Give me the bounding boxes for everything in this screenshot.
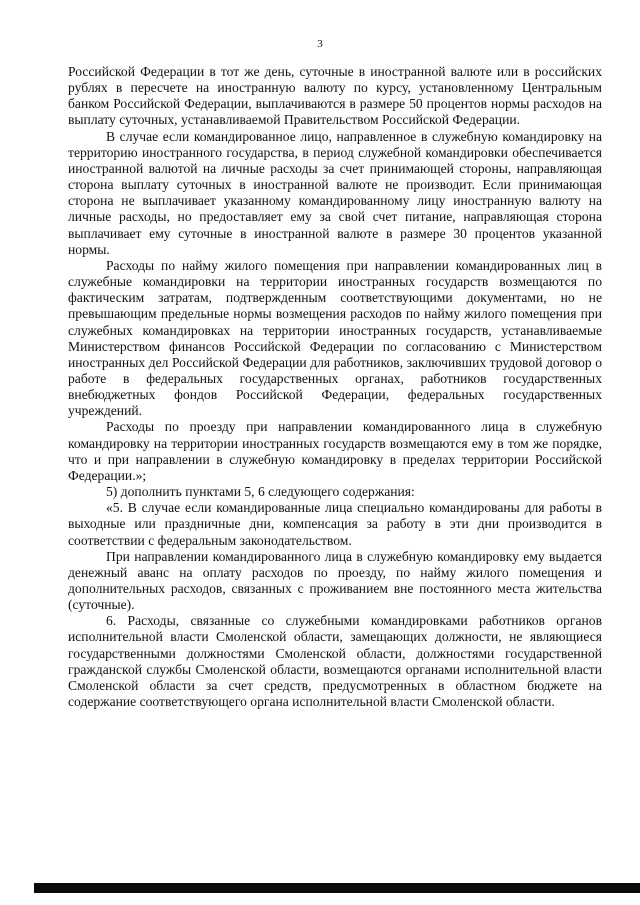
document-body xyxy=(68,64,602,710)
paragraph-housing-expenses: Расходы по найму жилого помещения при направлении командированных лиц в служебные командировки на территории иностранных государств возмещаются по фактическим затратам, подтвержденным соответствующими документами, но не превышающим предельные нормы возмещения расходов по найму жилого помещения при служебных командировках на территории иностранных государств, устанавливаемые Министерством финансов Российской Федерации по согласованию с Министерством иностранных дел Российской Федерации для работников, заключивших трудовой договор о работе в федеральных государственных органах, работников государственных внебюджетных фондов Российской Федерации, федеральных государственных учреждений. xyxy=(68,257,602,419)
paragraph-item-5: «5. В случае если командированные лица специально командированы для работы в выходные или праздничные дни, компенсация за работу в эти дни производится в соответствии с федеральным законодательством. xyxy=(68,500,602,548)
paragraph-continuation: Российской Федерации в тот же день, суточные в иностранной валюте или в российских рублях в пересчете на иностранную валюту по курсу, установленному Центральным банком Российской Федерации, выплачиваются в размере 50 процентов нормы расходов на выплату суточных, устанавливаемой Правительством Российской Федерации. xyxy=(68,64,602,128)
paragraph-foreign-currency: В случае если командированное лицо, направленное в служебную командировку на территорию иностранного государства, в период служебной командировки обеспечивается иностранной валютой на личные расходы за счет принимающей стороны, направляющая сторона выплату суточных в иностранной валюте не производит. Если принимающая сторона не выплачивает указанному командированному лицу иностранную валюту на личные расходы, но предоставляет ему за свой счет питание, направляющая сторона выплачивает ему суточные в иностранной валюте в размере 30 процентов указанной нормы. xyxy=(68,128,602,257)
paragraph-item-6: 6. Расходы, связанные со служебными командировками работников органов исполнительной власти Смоленской области, замещающих должности, не являющиеся государственными должностями Смоленской области, должностями государственной гражданской службы Смоленской области, возмещаются органами исполнительной власти Смоленской области за счет средств, предусмотренных в областном бюджете на содержание соответствующего органа исполнительной власти Смоленской области. xyxy=(68,613,602,710)
page-number: 3 xyxy=(317,38,323,50)
paragraph-advance-payment: При направлении командированного лица в служебную командировку ему выдается денежный аванс на оплату расходов по проезду, по найму жилого помещения и дополнительных расходов, связанных с проживанием вне постоянного места жительства (суточные). xyxy=(68,548,602,613)
scan-edge-bar xyxy=(34,883,640,893)
paragraph-travel-expenses: Расходы по проезду при направлении командированного лица в служебную командировку на территории иностранных государств возмещаются ему в том же порядке, что и при направлении в служебную командировку в пределах территории Российской Федерации.»; xyxy=(68,419,602,483)
paragraph-amendment-5: 5) дополнить пунктами 5, 6 следующего содержания: xyxy=(106,484,415,500)
